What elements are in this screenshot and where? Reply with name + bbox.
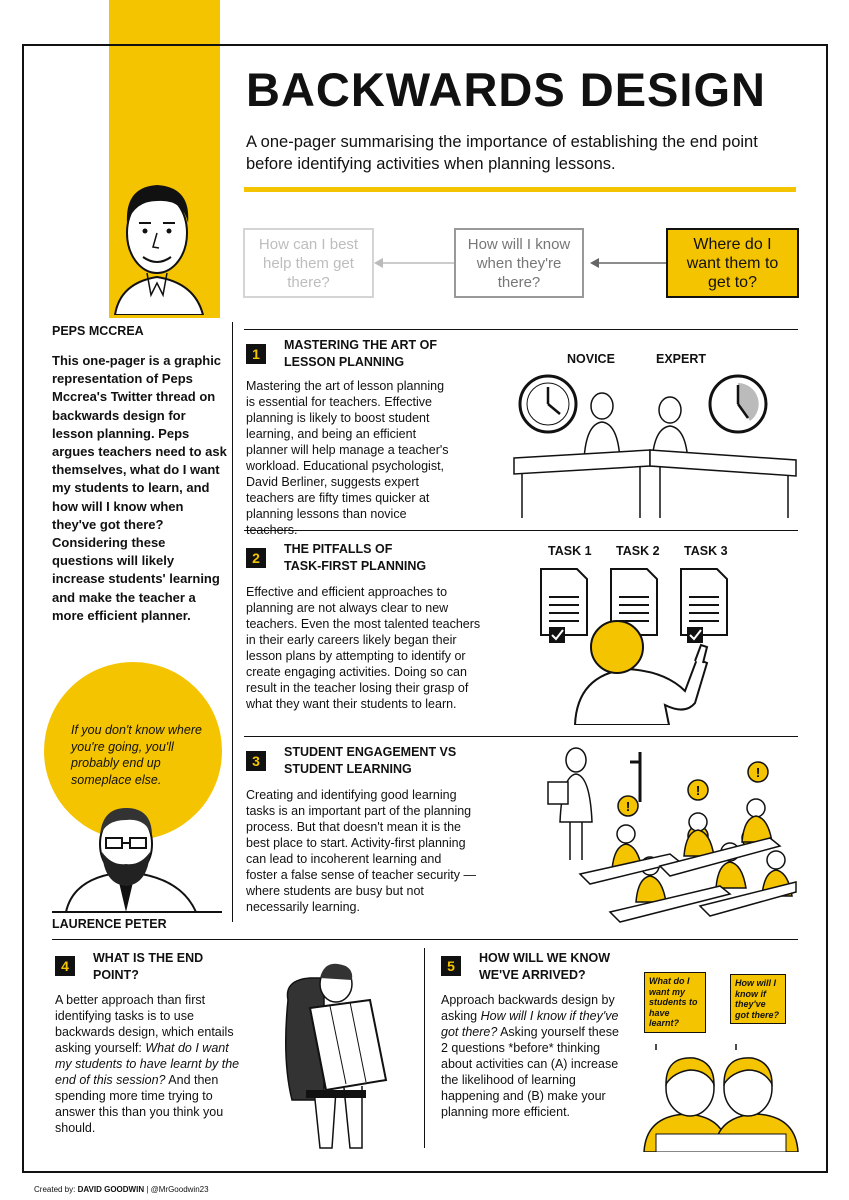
speech-bubble: How will I know if they've got there? <box>730 974 786 1024</box>
footer-prefix: Created by: <box>34 1185 78 1194</box>
clock-icon <box>520 376 576 432</box>
section-divider <box>244 329 798 330</box>
column-divider <box>424 948 425 1148</box>
svg-text:!: ! <box>625 799 631 814</box>
section-text: Creating and identifying good learning tasks is an important part of the planning process. But that doesn't mean it is the best place to start. Activity-first planning can lead to incoherent learning and foster a false sense of teacher security — where students are busy but not necessarily learning. <box>246 788 476 914</box>
section-heading <box>284 541 426 575</box>
section-number: 5 <box>441 956 461 976</box>
question-help-them: How can I best help them get there? <box>243 228 374 298</box>
quote-author: LAURENCE PETER <box>52 917 167 931</box>
section-divider <box>52 939 798 940</box>
document-icon <box>541 569 587 635</box>
page-title: BACKWARDS DESIGN <box>246 63 766 116</box>
column-divider <box>232 322 233 922</box>
section-text-italic: How will I know if they've got there? <box>441 1009 619 1039</box>
laurence-peter-portrait <box>56 796 216 912</box>
exclamation-icon <box>688 780 708 800</box>
document-icon <box>681 569 727 635</box>
checkbox-checked-icon <box>549 627 565 643</box>
question-where-to: Where do I want them to get to? <box>666 228 799 298</box>
svg-text:!: ! <box>755 765 761 780</box>
section-text-part: A better approach than first identifying tasks is to use backwards design, which entails asking yourself: <box>55 993 234 1055</box>
section-heading-line: LESSON PLANNING <box>284 355 405 369</box>
two-heads-illustration <box>636 1040 806 1152</box>
task-label: TASK 1 <box>548 544 592 558</box>
expert-label: EXPERT <box>656 352 707 366</box>
section-text <box>441 992 621 1120</box>
quote-text: If you don't know where you're going, you'll probably end up someplace else. <box>71 723 202 787</box>
novice-expert-illustration <box>510 370 800 520</box>
peps-mccrea-portrait <box>95 165 220 315</box>
clock-icon <box>710 376 766 432</box>
section-number: 3 <box>246 751 266 771</box>
yellow-divider <box>244 187 796 192</box>
checkbox-checked-icon <box>687 627 703 643</box>
section-text <box>55 992 245 1136</box>
flow-arrows <box>374 256 666 270</box>
footer-handle: | @MrGoodwin23 <box>144 1185 209 1194</box>
section-heading-line: WE'VE ARRIVED? <box>479 968 586 982</box>
section-text: Mastering the art of lesson planning is essential for teachers. Effective planning is likely to boost student learning, and being an efficient planner will help manage a teacher's workload. Educational psychologist, David Berliner, suggests expert teachers are fifty times quicker at planning lessons than novice teachers. <box>246 379 449 537</box>
section-text-italic: What do I want my students to have learnt by the end of this session? <box>55 1041 240 1087</box>
teacher-figure <box>548 748 592 860</box>
section-heading-line: THE PITFALLS OF <box>284 542 393 556</box>
section-heading <box>284 337 437 371</box>
classroom-illustration <box>530 742 800 932</box>
section-heading-line: TASK-FIRST PLANNING <box>284 559 427 573</box>
novice-teacher <box>584 393 620 460</box>
section-heading-line: WHAT IS THE END <box>93 951 204 965</box>
section-heading-line: HOW WILL WE KNOW <box>479 951 610 965</box>
exclamation-icon <box>618 796 638 816</box>
section-number: 4 <box>55 956 75 976</box>
speech-bubble: What do I want my students to have learnt? <box>644 972 706 1033</box>
footer-author: DAVID GOODWIN <box>77 1185 145 1194</box>
sidebar-summary: This one-pager is a graphic representation of Peps Mccrea's Twitter thread on backwards design for lesson planning. Peps argues teachers need to ask themselves, what do I want my students to learn, and how will I know when they've got there? Considering these questions will likely increase students' learning and make the teacher a more efficient planner. <box>52 353 227 623</box>
section-heading <box>479 950 610 984</box>
section-divider <box>244 736 798 737</box>
exclamation-icon <box>748 762 768 782</box>
section-heading-line: STUDENT ENGAGEMENT VS <box>284 745 457 759</box>
portrait-baseline <box>52 911 222 913</box>
page-subtitle: A one-pager summarising the importance of establishing the end point before identifying activities when planning lessons. <box>246 133 758 173</box>
section-text-part: Approach backwards design by asking <box>441 993 615 1023</box>
sidebar-name: PEPS MCCREA <box>52 324 144 338</box>
task-first-illustration <box>535 565 795 725</box>
question-how-will-i-know: How will I know when they're there? <box>454 228 584 298</box>
section-text-part: Asking yourself these 2 questions *before* thinking about activities can (A) increase the likelihood of learning happening and (B) make your planning more efficient. <box>441 1025 619 1119</box>
section-heading-line: MASTERING THE ART OF <box>284 338 438 352</box>
section-heading <box>93 950 203 984</box>
section-heading-line: POINT? <box>93 968 139 982</box>
section-text: Effective and efficient approaches to planning are not always clear to new teachers. Even the most talented teachers in their early careers likely began their lesson plans by attempting to identify or create engaging activities. Doing so can result in the teacher losing their grasp of what they want their students to learn. <box>246 585 481 711</box>
task-label: TASK 3 <box>684 544 728 558</box>
task-label: TASK 2 <box>616 544 660 558</box>
svg-text:!: ! <box>695 783 701 798</box>
arrow-left-icon <box>374 258 454 268</box>
footer-credit <box>34 1185 209 1194</box>
section-number: 1 <box>246 344 266 364</box>
section-text-part: And then spending more time trying to answer this than you think you should. <box>55 1073 224 1135</box>
arrow-left-icon <box>590 258 666 268</box>
section-number: 2 <box>246 548 266 568</box>
novice-label: NOVICE <box>567 352 615 366</box>
section-heading <box>284 744 456 778</box>
section-heading-line: STUDENT LEARNING <box>284 762 412 776</box>
hiker-with-map-illustration <box>270 960 410 1150</box>
